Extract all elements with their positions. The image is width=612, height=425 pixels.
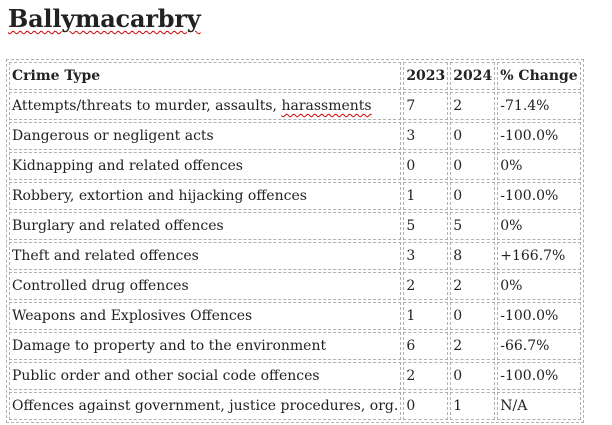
cell-2023: 5 — [403, 212, 448, 240]
crime-type-text: Offences against government, justice procedures, org. — [12, 398, 399, 414]
cell-2024: 2 — [450, 272, 495, 300]
cell-2024: 0 — [450, 302, 495, 330]
crime-type-text: Weapons and Explosives Offences — [12, 308, 253, 324]
cell-percent-change: 0% — [497, 152, 580, 180]
cell-2024: 2 — [450, 332, 495, 360]
header-percent-change: % Change — [497, 62, 580, 90]
table-row — [9, 92, 581, 120]
cell-percent-change: -100.0% — [497, 362, 580, 390]
cell-2024: 0 — [450, 362, 495, 390]
cell-2024: 0 — [450, 152, 495, 180]
cell-2024: 5 — [450, 212, 495, 240]
cell-2024: 2 — [450, 92, 495, 120]
cell-2023: 7 — [403, 92, 448, 120]
crime-table — [6, 59, 584, 423]
table-row — [9, 302, 581, 330]
crime-type-text: Robbery, extortion and hijacking offences — [12, 188, 307, 204]
cell-crime-type — [9, 242, 401, 270]
cell-percent-change: -100.0% — [497, 122, 580, 150]
table-row — [9, 362, 581, 390]
cell-percent-change: 0% — [497, 272, 580, 300]
crime-type-text: Burglary and related offences — [12, 218, 224, 234]
header-crime-type: Crime Type — [9, 62, 401, 90]
cell-2023: 3 — [403, 122, 448, 150]
spellcheck-flagged-word: harassments — [281, 98, 372, 114]
table-row — [9, 332, 581, 360]
header-2024: 2024 — [450, 62, 495, 90]
crime-type-text: Theft and related offences — [12, 248, 199, 264]
cell-percent-change: +166.7% — [497, 242, 580, 270]
cell-2024: 1 — [450, 392, 495, 420]
cell-crime-type — [9, 392, 401, 420]
table-row — [9, 212, 581, 240]
cell-crime-type — [9, 302, 401, 330]
cell-crime-type — [9, 92, 401, 120]
cell-percent-change: -100.0% — [497, 182, 580, 210]
table-header-row — [9, 62, 581, 90]
crime-type-text: Public order and other social code offences — [12, 368, 320, 384]
header-2023: 2023 — [403, 62, 448, 90]
cell-percent-change: N/A — [497, 392, 580, 420]
cell-2023: 6 — [403, 332, 448, 360]
cell-crime-type — [9, 272, 401, 300]
cell-crime-type — [9, 362, 401, 390]
cell-percent-change: -66.7% — [497, 332, 580, 360]
table-row — [9, 152, 581, 180]
cell-crime-type — [9, 182, 401, 210]
table-row — [9, 122, 581, 150]
cell-percent-change: 0% — [497, 212, 580, 240]
cell-2023: 1 — [403, 182, 448, 210]
cell-2023: 2 — [403, 362, 448, 390]
cell-2023: 0 — [403, 152, 448, 180]
cell-percent-change: -100.0% — [497, 302, 580, 330]
cell-2023: 3 — [403, 242, 448, 270]
table-row — [9, 242, 581, 270]
cell-crime-type — [9, 332, 401, 360]
table-body — [9, 92, 581, 420]
cell-percent-change: -71.4% — [497, 92, 580, 120]
cell-2023: 1 — [403, 302, 448, 330]
page-title: Ballymacarbry — [8, 4, 201, 33]
table-row — [9, 392, 581, 420]
table-row — [9, 272, 581, 300]
cell-2024: 0 — [450, 122, 495, 150]
cell-2023: 2 — [403, 272, 448, 300]
cell-2024: 0 — [450, 182, 495, 210]
crime-type-text: Controlled drug offences — [12, 278, 189, 294]
table-row — [9, 182, 581, 210]
crime-type-text: Kidnapping and related offences — [12, 158, 243, 174]
cell-2023: 0 — [403, 392, 448, 420]
cell-2024: 8 — [450, 242, 495, 270]
crime-type-text: Dangerous or negligent acts — [12, 128, 214, 144]
crime-type-text: Damage to property and to the environment — [12, 338, 327, 354]
cell-crime-type — [9, 152, 401, 180]
cell-crime-type — [9, 122, 401, 150]
cell-crime-type — [9, 212, 401, 240]
crime-type-text: Attempts/threats to murder, assaults, — [12, 98, 282, 114]
